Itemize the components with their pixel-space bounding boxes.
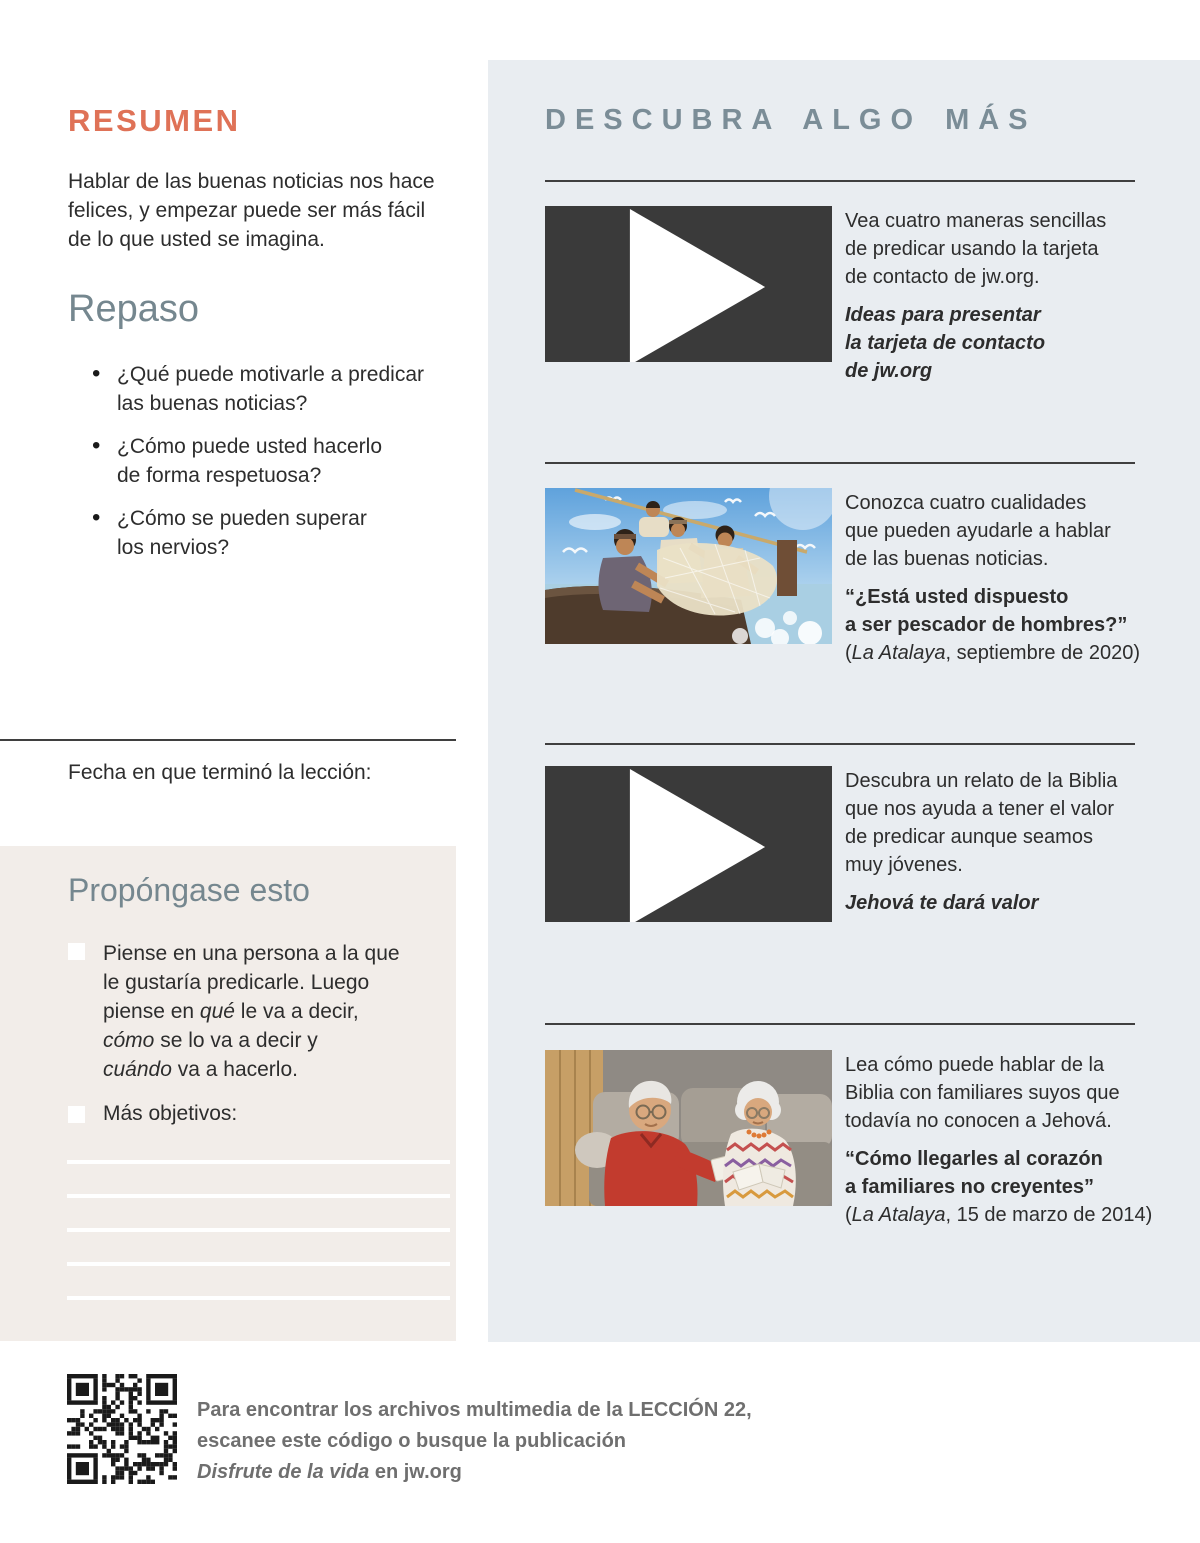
item-divider [545, 180, 1135, 182]
goal-checkbox[interactable] [68, 943, 85, 960]
item-divider [545, 462, 1135, 464]
repaso-question-list [68, 360, 438, 576]
more-goals-label: Más objetivos: [103, 1102, 238, 1125]
qr-code [67, 1374, 177, 1484]
repaso-question: • ¿Cómo se pueden superar los nervios? [68, 504, 438, 562]
media-item [545, 1050, 1153, 1229]
resumen-heading: RESUMEN [68, 103, 241, 138]
media-item-title[interactable]: Ideas para presentar la tarjeta de contacto de jw.org [845, 304, 1046, 382]
media-item-description: Descubra un relato de la Biblia que nos ayuda a tener el valor de predicar aunque seamos muy jóvenes. [845, 770, 1118, 876]
repaso-heading: Repaso [68, 288, 199, 330]
video-thumbnail-classroom[interactable] [545, 766, 832, 922]
elderly-couple-illustration [545, 1050, 832, 1206]
media-item-description: Conozca cuatro cualidades que pueden ayudarle a hablar de las buenas noticias. [845, 492, 1111, 570]
article-thumbnail-couple[interactable] [545, 1050, 832, 1206]
video-thumbnail-door-to-door[interactable] [545, 206, 832, 362]
video-duration-badge [545, 206, 832, 362]
writing-line [67, 1194, 450, 1198]
media-item [545, 766, 1145, 922]
writing-line [67, 1160, 450, 1164]
media-item-title[interactable]: “Cómo llegarles al corazón a familiares no creyentes” [845, 1148, 1103, 1198]
fishermen-illustration [545, 488, 832, 644]
article-thumbnail-fishermen[interactable] [545, 488, 832, 644]
item-divider [545, 1023, 1135, 1025]
item-divider [545, 743, 1135, 745]
resumen-paragraph: Hablar de las buenas noticias nos hace felices, y empezar puede ser más fácil de lo que usted se imagina. [68, 170, 435, 251]
discover-more-panel [488, 60, 1200, 1342]
repaso-question: • ¿Cómo puede usted hacerlo de forma respetuosa? [68, 432, 438, 490]
goal-text: Piense en una persona a la que le gustaría predicarle. Luego piense en qué le va a decir, cómo se lo va a decir y cuándo va a hacerlo. [103, 942, 400, 1081]
goals-heading: Propóngase esto [68, 872, 310, 908]
play-icon [554, 209, 832, 362]
media-item-citation: (La Atalaya, septiembre de 2020) [845, 642, 1141, 664]
more-goals-checkbox[interactable] [68, 1106, 85, 1123]
media-item-title[interactable]: Jehová te dará valor [845, 892, 1039, 914]
lesson-completed-date-label: Fecha en que terminó la lección: [68, 761, 372, 784]
goals-box [0, 846, 456, 1341]
left-divider [0, 739, 456, 741]
play-icon [554, 769, 832, 922]
media-item-title[interactable]: “¿Está usted dispuesto a ser pescador de hombres?” [845, 586, 1128, 636]
media-item [545, 206, 1145, 385]
video-duration-badge [545, 766, 832, 922]
media-item-description: Vea cuatro maneras sencillas de predicar usando la tarjeta de contacto de jw.org. [845, 210, 1107, 288]
writing-line [67, 1262, 450, 1266]
footer-instructions: Para encontrar los archivos multimedia de la LECCIÓN 22, escanee este código o busque la publicación Disfrute de la vida en jw.org [197, 1399, 752, 1483]
media-item [545, 488, 1145, 667]
media-item-citation: (La Atalaya, 15 de marzo de 2014) [845, 1204, 1153, 1226]
media-item-description: Lea cómo puede hablar de la Biblia con familiares suyos que todavía no conocen a Jehová. [845, 1054, 1120, 1132]
writing-line [67, 1228, 450, 1232]
discover-more-heading: DESCUBRA ALGO MÁS [545, 104, 1037, 136]
repaso-question: • ¿Qué puede motivarle a predicar las buenas noticias? [68, 360, 438, 418]
writing-line [67, 1296, 450, 1300]
